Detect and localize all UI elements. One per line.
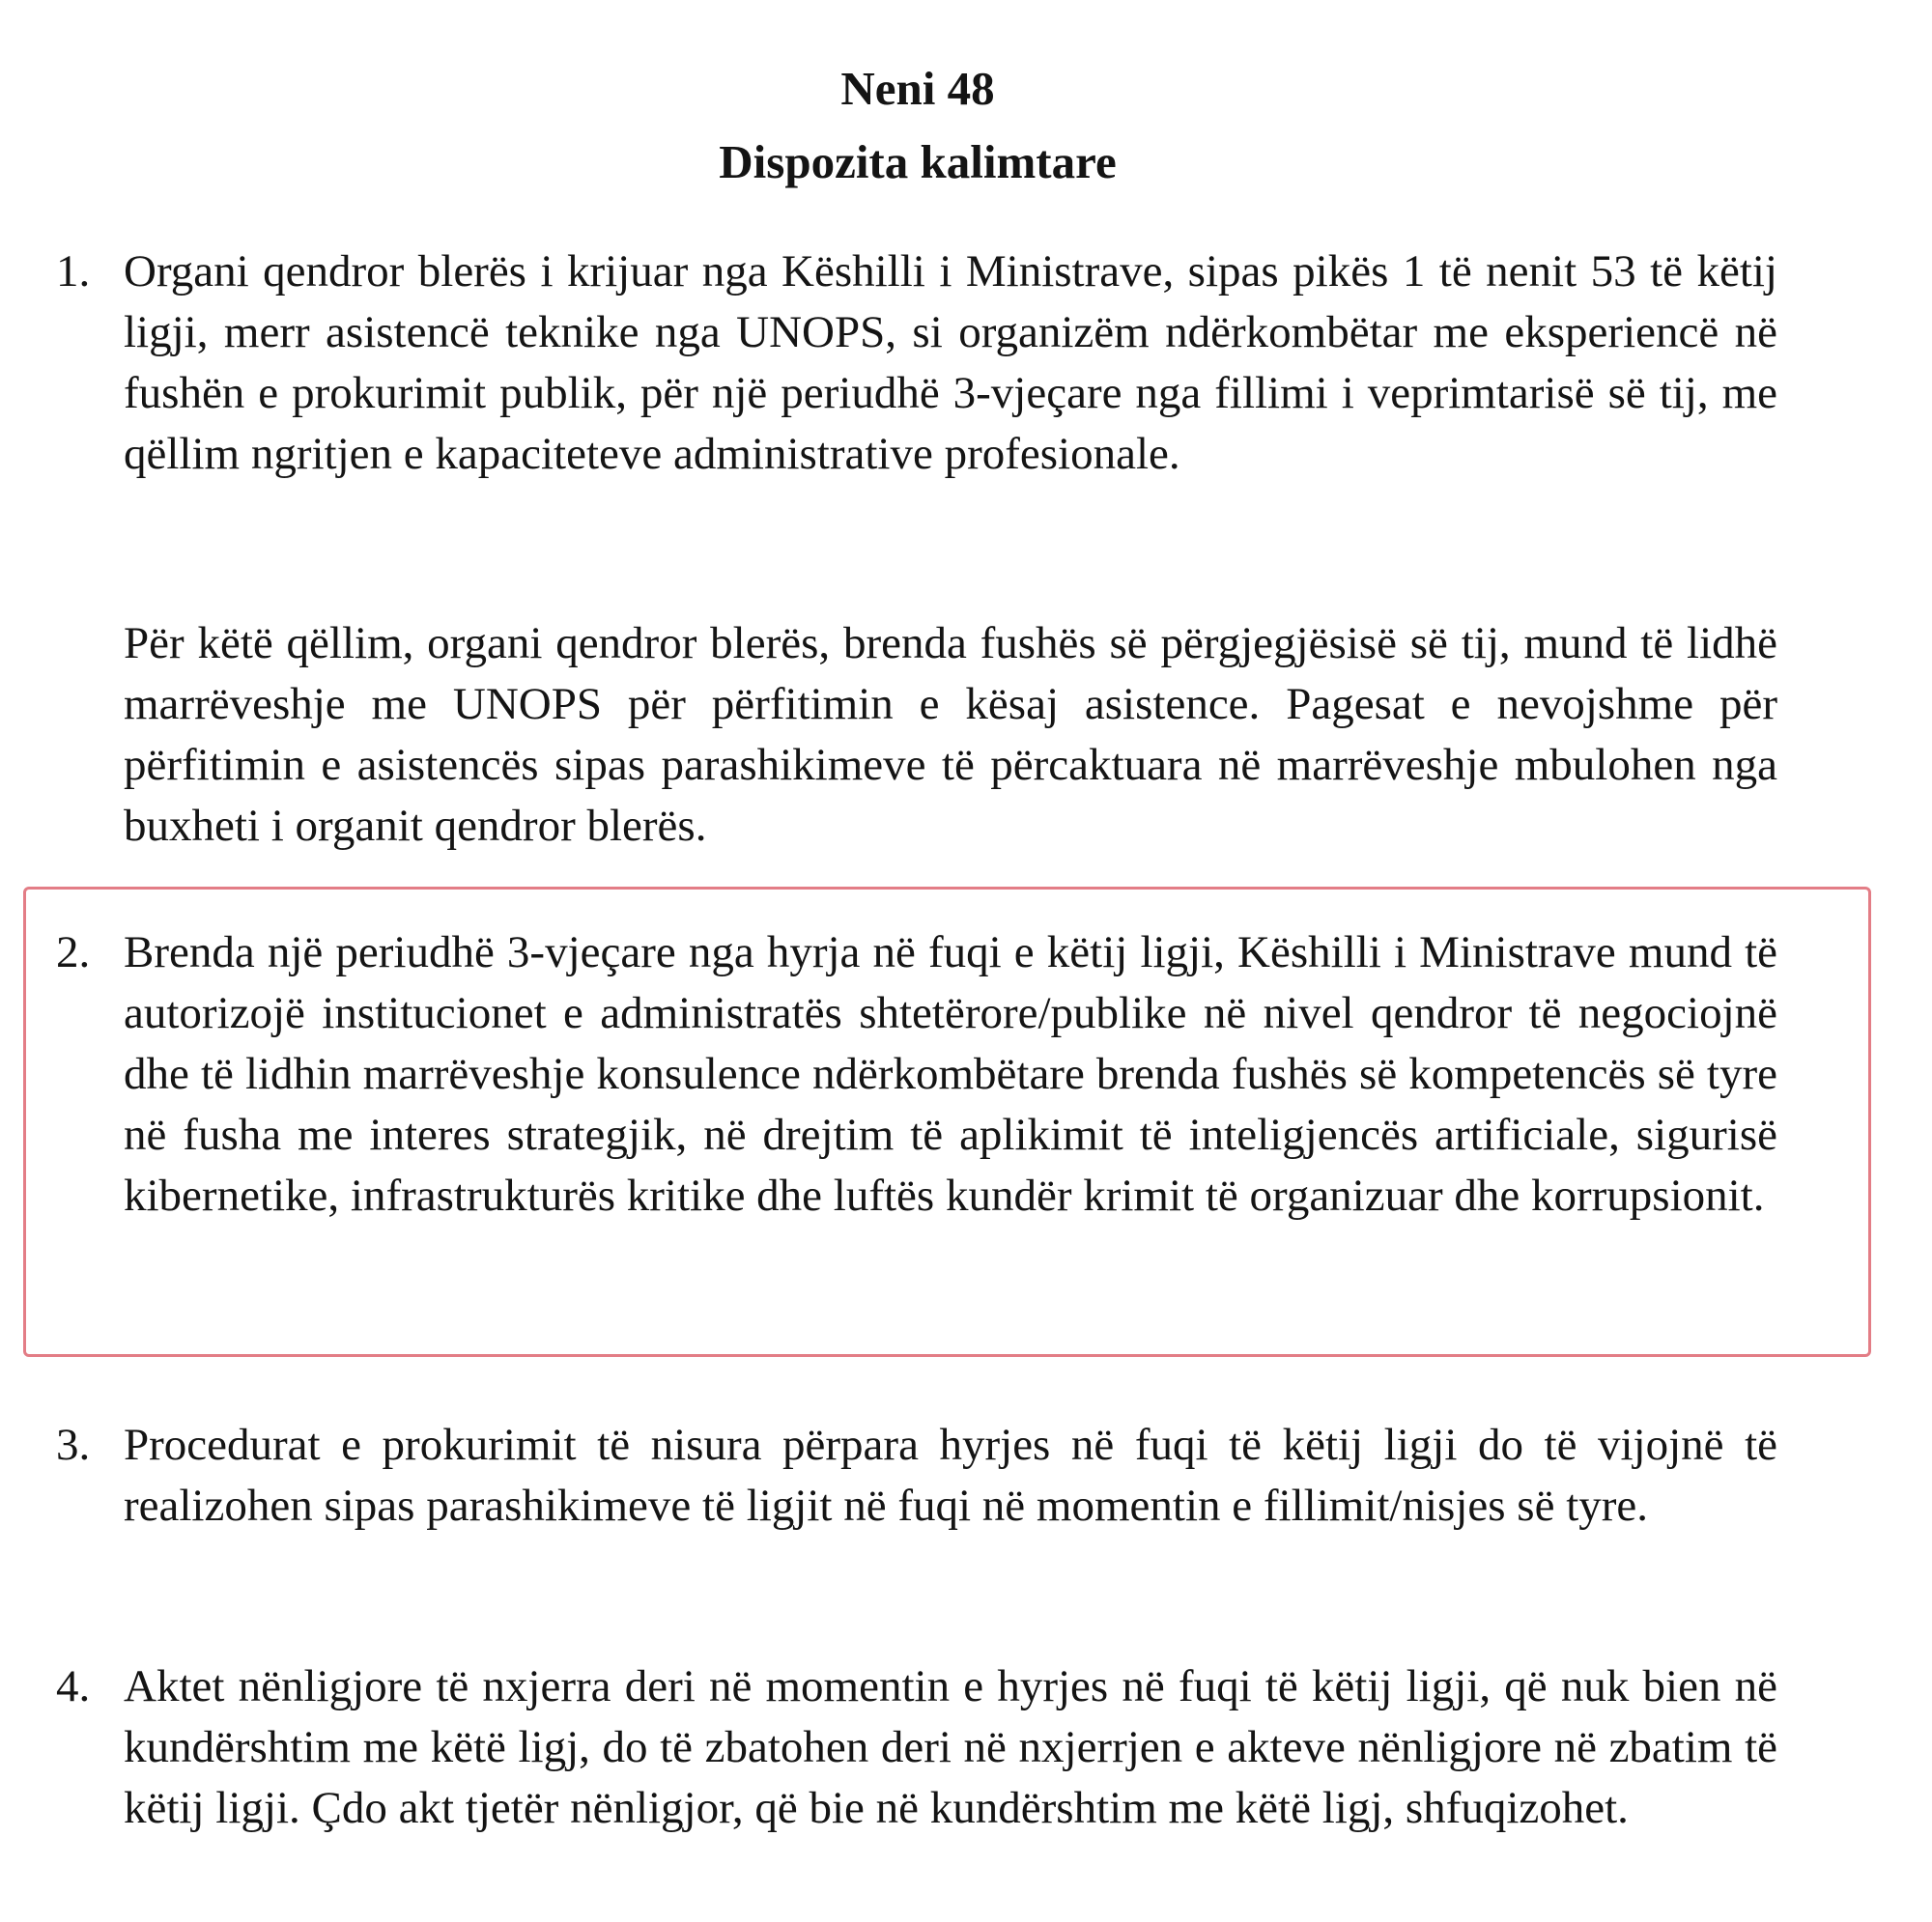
item-paragraph: Brenda një periudhë 3-vjeçare nga hyrja në fuqi e këtij ligji, Këshilli i Ministrave mund të autorizojë institucionet e administratës shtetërore/publike në nivel qendror të negociojnë dhe të lidhin marrëveshje konsulence ndërkombëtare brenda fushës së kompetencës së tyre në fusha me interes strategjik, në drejtim të aplikimit të inteligjencës artificiale, sigurisë kibernetike, infrastrukturës kritike dhe luftës kundër krimit të organizuar dhe korrupsionit. xyxy=(124,927,1777,1221)
item-number: 2. xyxy=(56,927,91,977)
item-paragraph: Aktet nënligjore të nxjerra deri në momentin e hyrjes në fuqi të këtij ligji, që nuk bien në kundërshtim me këtë ligj, do të zbatohen deri në nxjerrjen e akteve nënligjore në zbatim të këtij ligji. Çdo akt tjetër nënligjor, që bie në kundërshtim me këtë ligj, shfuqizohet. xyxy=(124,1661,1777,1833)
item-number: 4. xyxy=(56,1661,91,1711)
item-paragraph: Organi qendror blerës i krijuar nga Këshilli i Ministrave, sipas pikës 1 të nenit 53 të këtij ligji, merr asistencë teknike nga UNOPS, si organizëm ndërkombëtar me eksperiencë në fushën e prokurimit publik, për një periudhë 3-vjeçare nga fillimi i veprimtarisë së tij, me qëllim ngritjen e kapaciteteve administrative profesionale. xyxy=(124,246,1777,479)
item-number: 3. xyxy=(56,1420,91,1470)
item-paragraph: Procedurat e prokurimit të nisura përpara hyrjes në fuqi të këtij ligji do të vijojnë të realizohen sipas parashikimeve të ligjit në fuqi në momentin e fillimit/nisjes së tyre. xyxy=(124,1420,1777,1531)
item-paragraph: Për këtë qëllim, organi qendror blerës, brenda fushës së përgjegjësisë së tij, mund të lidhë marrëveshje me UNOPS për përfitimin e kësaj asistence. Pagesat e nevojshme për përfitimin e asistencës sipas parashikimeve të përcaktuara në marrëveshje mbulohen nga buxheti i organit qendror blerës. xyxy=(124,618,1777,851)
item-number: 1. xyxy=(56,246,91,297)
article-title-heading: Dispozita kalimtare xyxy=(719,135,1117,188)
article-number-heading: Neni 48 xyxy=(840,62,995,115)
